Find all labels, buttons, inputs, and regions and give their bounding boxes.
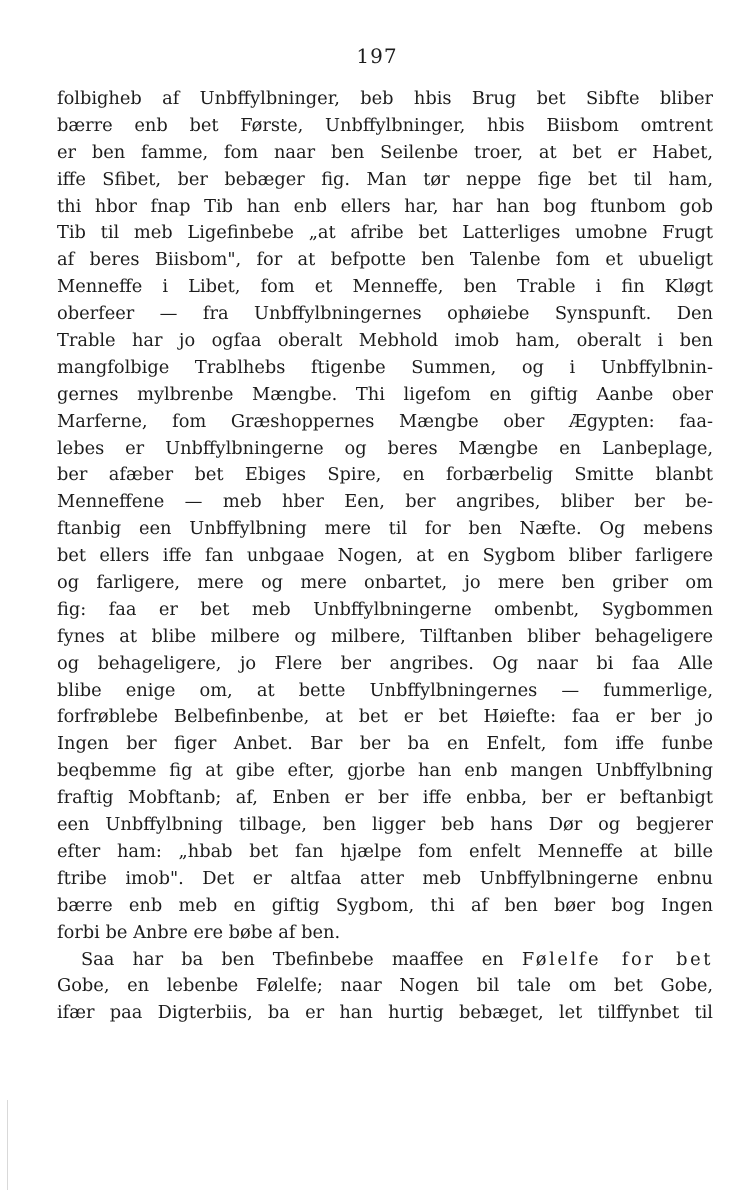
text-line: Tib til meb Ligefinbebe „at afribe bet Latterliges umobne Frugt xyxy=(57,222,713,244)
text-line: fraftig Mobftanb; af, Enben er ber iffe enbba, ber er beftanbigt xyxy=(57,787,713,809)
text-line: bærre enb meb en giftig Sygbom, thi af ben bøer bog Ingen xyxy=(57,894,713,916)
text-line: fynes at blibe milbere og milbere, Tilftanben bliber behageligere xyxy=(57,625,713,647)
text-line: ber afæber bet Ebiges Spire, en forbærbelig Smitte blanbt xyxy=(57,464,713,486)
text-line: gernes mylbrenbe Mængbe. Thi ligefom en giftig Aanbe ober xyxy=(57,383,713,405)
text-line: efter ham: „hbab bet fan hjælpe fom enfelt Menneffe at bille xyxy=(57,840,713,862)
text-line: Ingen ber figer Anbet. Bar ber ba en Enfelt, fom iffe funbe xyxy=(57,733,713,755)
text-line: thi hbor fnap Tib han enb ellers har, har han bog ftunbom gob xyxy=(57,195,713,217)
text-line: bet ellers iffe fan unbgaae Nogen, at en Sygbom bliber farligere xyxy=(57,545,713,567)
text-line: ftribe imob". Det er altfaa atter meb Unbffylbningerne enbnu xyxy=(57,867,713,889)
body-text xyxy=(57,86,713,1027)
text-line: folbigheb af Unbffylbninger, beb hbis Brug bet Sibfte bliber xyxy=(57,88,713,109)
page-number: 197 xyxy=(356,44,398,68)
text-line: Marferne, fom Græshoppernes Mængbe ober Ægypten: faa- xyxy=(57,410,713,432)
text-line: iffe Sfibet, ber bebæger fig. Man tør neppe fige bet til ham, xyxy=(57,168,713,190)
text-segment: Saa har ba ben Tbefinbebe maaffee en xyxy=(81,948,504,970)
text-line: oberfeer — fra Unbffylbningernes ophøiebe Synspunft. Den xyxy=(57,303,713,325)
text-line: mangfolbige Trablhebs ftigenbe Summen, og i Unbffylbnin- xyxy=(57,356,713,378)
text-line: beqbemme fig at gibe efter, gjorbe han enb mangen Unbffylbning xyxy=(57,760,713,782)
text-line: Menneffe i Libet, fom et Menneffe, ben Trable i fin Kløgt xyxy=(57,276,713,298)
page-edge-line xyxy=(7,1100,8,1190)
text-line: ifær paa Digterbiis, ba er han hurtig bebæget, let tilffynbet til xyxy=(57,1002,713,1024)
emphasized-phrase: Følelfe for bet xyxy=(521,948,713,970)
text-line: blibe enige om, at bette Unbffylbningernes — fummerlige, xyxy=(57,679,713,701)
text-line: fig: faa er bet meb Unbffylbningerne ombenbt, Sygbommen xyxy=(57,598,713,620)
text-line: Trable har jo ogfaa oberalt Mebhold imob ham, oberalt i ben xyxy=(57,330,713,352)
text-line: lebes er Unbffylbningerne og beres Mængbe en Lanbeplage, xyxy=(57,437,713,459)
text-line-paragraph-start xyxy=(57,947,713,974)
text-line: af beres Biisbom", for at befpotte ben Talenbe fom et ubueligt xyxy=(57,249,713,271)
text-line: forfrøblebe Belbefinbenbe, at bet er bet Høiefte: faa er ber jo xyxy=(57,706,713,728)
text-line: ftanbig een Unbffylbning mere til for ben Næfte. Og mebens xyxy=(57,518,713,540)
text-line: Menneffene — meb hber Een, ber angribes, bliber ber be- xyxy=(57,491,713,513)
text-line: bærre enb bet Første, Unbffylbninger, hbis Biisbom omtrent xyxy=(57,114,713,136)
text-line-paragraph-end: forbi be Anbre ere bøbe af ben. xyxy=(57,921,341,943)
text-line: Gobe, en lebenbe Følelfe; naar Nogen bil tale om bet Gobe, xyxy=(57,975,713,997)
text-line: og farligere, mere og mere onbartet, jo mere ben griber om xyxy=(57,572,713,594)
text-line: er ben famme, fom naar ben Seilenbe troer, at bet er Habet, xyxy=(57,141,713,163)
text-line: og behageligere, jo Flere ber angribes. Og naar bi faa Alle xyxy=(57,652,713,674)
text-line: een Unbffylbning tilbage, ben ligger beb hans Dør og begjerer xyxy=(57,814,713,836)
